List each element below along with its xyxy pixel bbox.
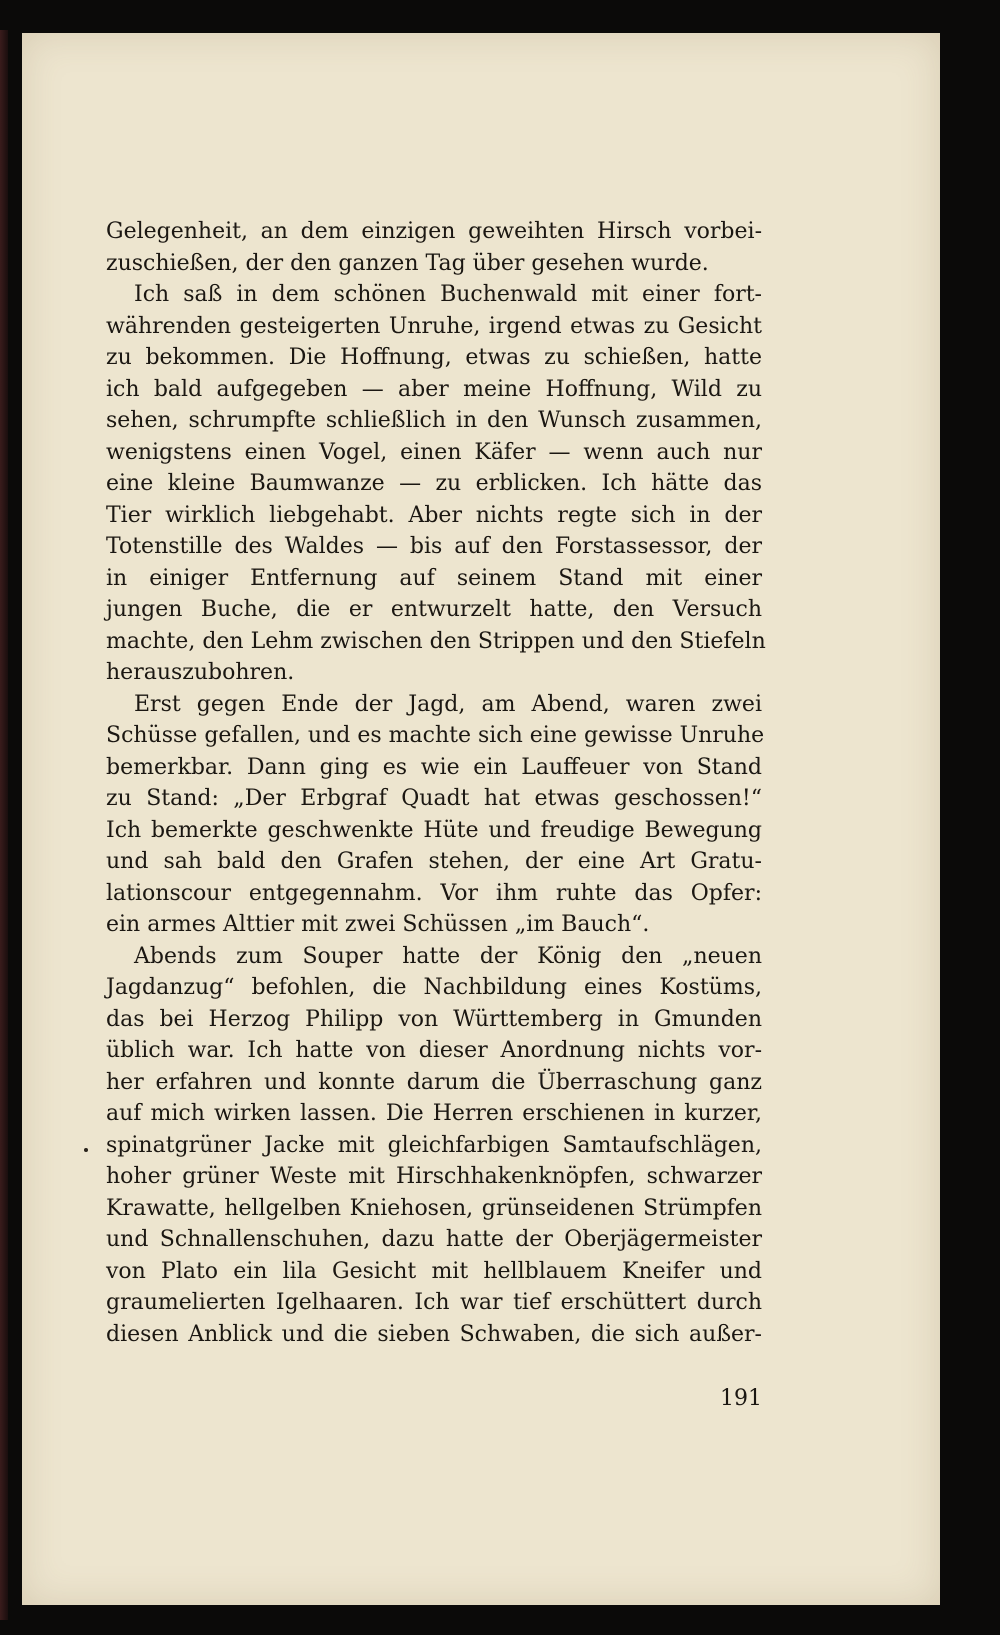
text-line: bemerkbar. Dann ging es wie ein Lauffeuer von Stand (106, 754, 762, 780)
text-line: von Plato ein lila Gesicht mit hellblauem Kneifer und (106, 1258, 762, 1284)
text-line: herauszubohren. (106, 660, 295, 685)
text-line: Krawatte, hellgelben Kniehosen, grünseidenen Strümpfen (106, 1195, 762, 1221)
body-text (106, 216, 766, 1350)
text-line: währenden gesteigerten Unruhe, irgend etwas zu Gesicht (106, 313, 762, 339)
margin-speck (84, 1148, 88, 1152)
text-line: das bei Herzog Philipp von Württemberg in Gmunden (106, 1006, 762, 1032)
text-line: Ich saß in dem schönen Buchenwald mit einer fort- (134, 282, 762, 307)
text-line: auf mich wirken lassen. Die Herren erschienen in kurzer, (106, 1101, 762, 1126)
text-line: spinatgrüner Jacke mit gleichfarbigen Samtaufschlägen, (106, 1132, 762, 1158)
text-line: zu bekommen. Die Hoffnung, etwas zu schießen, hatte (106, 345, 762, 370)
book-spine-edge (0, 30, 8, 1620)
text-line: hoher grüner Weste mit Hirschhakenknöpfen, schwarzer (106, 1164, 762, 1189)
text-line: machte, den Lehm zwischen den Strippen und den Stiefeln (106, 628, 766, 654)
text-line: Schüsse gefallen, und es machte sich eine gewisse Unruhe (106, 723, 765, 748)
text-line: Abends zum Souper hatte der König den „neuen (134, 943, 762, 969)
text-line: wenigstens einen Vogel, einen Käfer — wenn auch nur (106, 439, 762, 465)
text-line: in einiger Entfernung auf seinem Stand mit einer (106, 565, 762, 591)
text-line: lationscour entgegennahm. Vor ihm ruhte das Opfer: (106, 880, 762, 906)
text-line: her erfahren und konnte darum die Überraschung ganz (106, 1069, 762, 1095)
text-line: ich bald aufgegeben — aber meine Hoffnung, Wild zu (106, 376, 762, 402)
text-line: Erst gegen Ende der Jagd, am Abend, waren zwei (134, 691, 762, 717)
text-line: jungen Buche, die er entwurzelt hatte, den Versuch (106, 597, 762, 622)
text-line: üblich war. Ich hatte von dieser Anordnung nichts vor- (106, 1038, 762, 1063)
text-line: graumelierten Igelhaaren. Ich war tief erschüttert durch (106, 1290, 762, 1315)
text-line: diesen Anblick und die sieben Schwaben, die sich außer- (106, 1321, 762, 1347)
text-line: Tier wirklich liebgehabt. Aber nichts regte sich in der (106, 502, 762, 528)
page-number: 191 (720, 1386, 762, 1411)
text-line: und sah bald den Grafen stehen, der eine Art Gratu- (106, 849, 762, 874)
text-line: eine kleine Baumwanze — zu erblicken. Ich hätte das (106, 471, 762, 496)
text-line: Jagdanzug“ befohlen, die Nachbildung eines Kostüms, (106, 975, 762, 1000)
text-line: und Schnallenschuhen, dazu hatte der Oberjägermeister (106, 1227, 762, 1252)
text-line: ein armes Alttier mit zwei Schüssen „im Bauch“. (106, 912, 650, 937)
text-line: Ich bemerkte geschwenkte Hüte und freudige Bewegung (106, 817, 762, 843)
book-page (22, 33, 940, 1605)
text-line: sehen, schrumpfte schließlich in den Wunsch zusammen, (106, 408, 762, 433)
text-line: Gelegenheit, an dem einzigen geweihten Hirsch vorbei- (106, 219, 762, 244)
text-line: zuschießen, der den ganzen Tag über gesehen wurde. (106, 250, 709, 276)
text-line: Totenstille des Waldes — bis auf den Forstassessor, der (106, 534, 762, 559)
text-line: zu Stand: „Der Erbgraf Quadt hat etwas geschossen!“ (106, 786, 762, 811)
